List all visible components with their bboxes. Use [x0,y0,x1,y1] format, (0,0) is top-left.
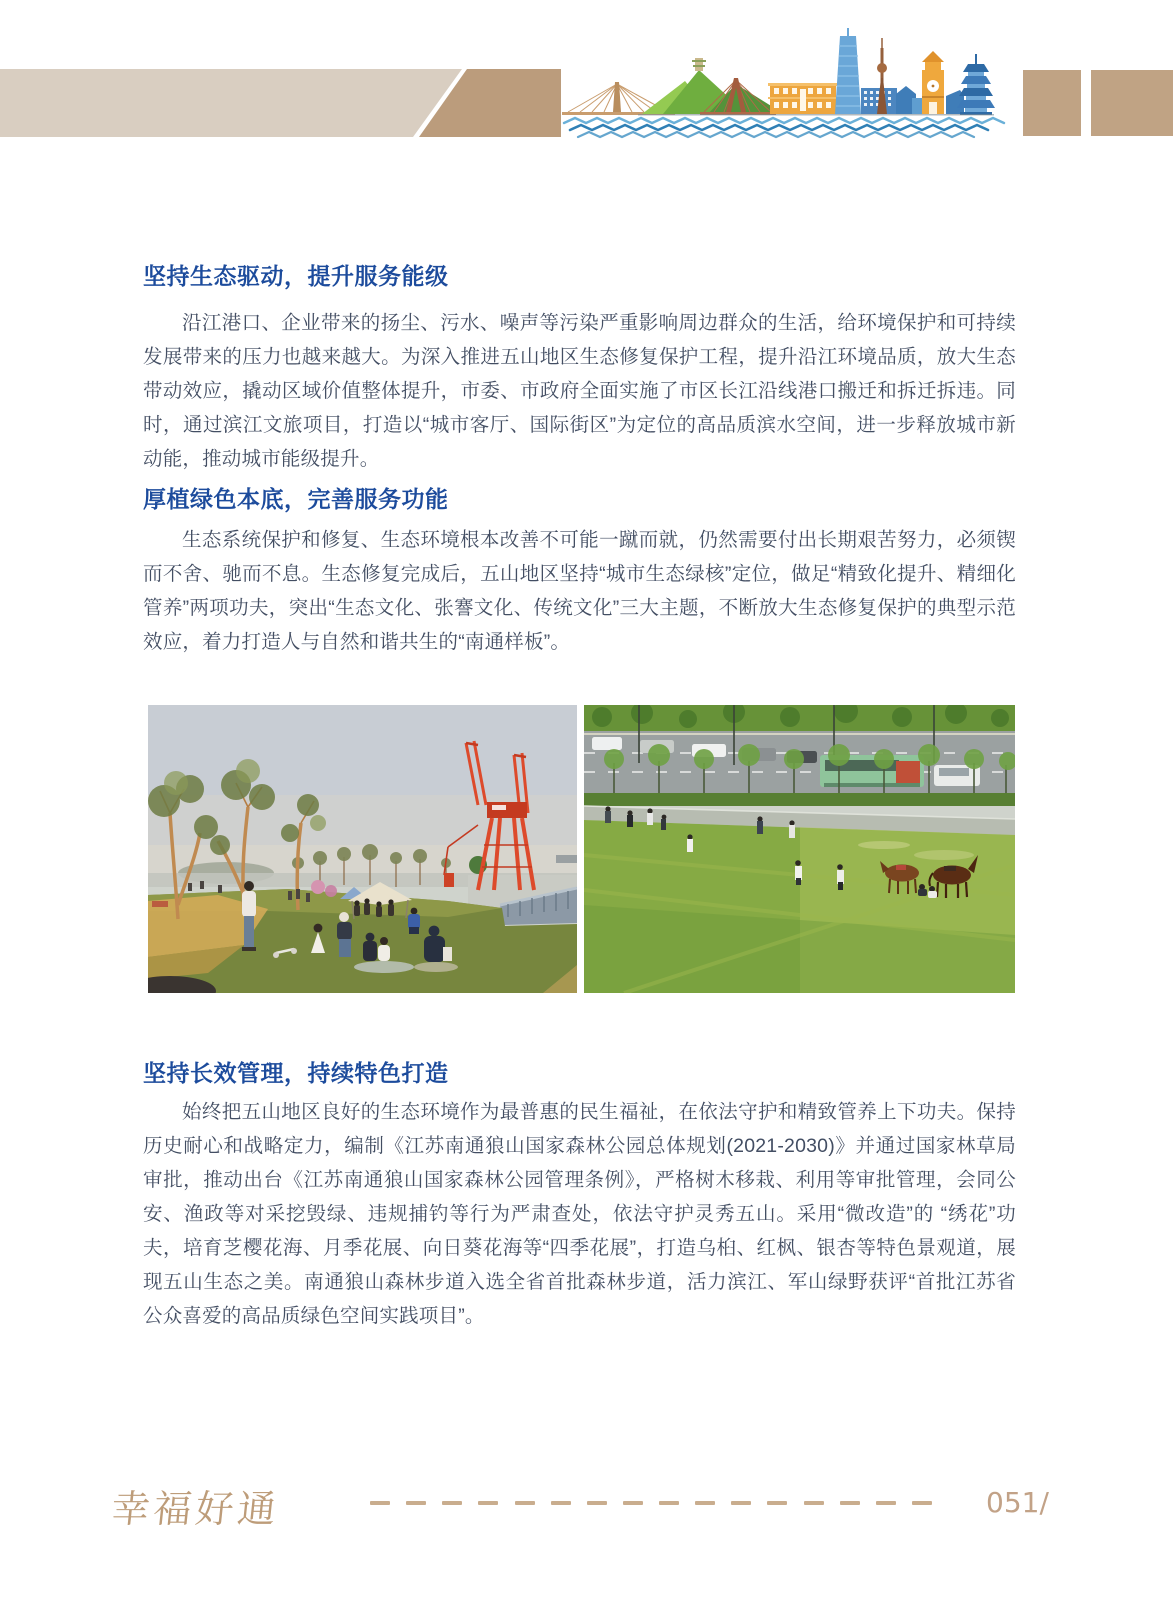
riverside-park-cranes-photo [148,705,577,993]
header-square-left [1023,70,1081,136]
header-square-right [1091,70,1173,136]
section-heading-3: 坚持长效管理，持续特色打造 [143,1060,449,1086]
lawn-horses-photo [584,705,1015,993]
header-bar-light [0,69,462,137]
section-body-1: 沿江港口、企业带来的扬尘、污水、噪声等污染严重影响周边群众的生活，给环境保护和可持续发展带来的压力也越来越大。为深入推进五山地区生态修复保护工程，提升沿江环境品质，放大生态带动效应，撬动区域价值整体提升，市委、市政府全面实施了市区长江沿线港口搬迁和拆迁拆违。同时，通过滨江文旅项目，打造以“城市客厅、国际街区”为定位的高品质滨水空间，进一步释放城市新动能，推动城市能级提升。 [143,312,1016,470]
section-heading-2: 厚植绿色本底，完善服务功能 [143,486,449,512]
section-heading-1: 坚持生态驱动，提升服务能级 [143,263,449,289]
city-skyline-icon [560,26,1012,144]
section-body-2: 生态系统保护和修复、生态环境根本改善不可能一蹴而就，仍然需要付出长期艰苦努力，必须锲而不舍、驰而不息。生态修复完成后，五山地区坚持“城市生态绿核”定位，做足“精致化提升、精细化管养”两项功夫，突出“生态文化、张謇文化、传统文化”三大主题，不断放大生态修复保护的典型示范效应，着力打造人与自然和谐共生的“南通样板”。 [143,529,1016,653]
section-body-3: 始终把五山地区良好的生态环境作为最普惠的民生福祉，在依法守护和精致管养上下功夫。保持历史耐心和战略定力，编制《江苏南通狼山国家森林公园总体规划(2021-2030)》并通过国家林草局审批，推动出台《江苏南通狼山国家森林公园管理条例》，严格树木移栽、利用等审批管理，会同公安、渔政等对采挖毁绿、违规捕钓等行为严肃查处，依法守护灵秀五山。采用“微改造”的 “绣花”功夫，培育芝樱花海、月季花展、向日葵花海等“四季花展”，打造乌桕、红枫、银杏等特色景观道，展现五山生态之美。南通狼山森林步道入选全省首批森林步道，活力滨江、军山绿野获评“首批江苏省公众喜爱的高品质绿色空间实践项目”。 [143,1101,1016,1327]
footer-brand-calligraphy: 幸福好通 [109,1487,282,1531]
page-number: 051/ [986,1486,1049,1519]
footer-dashed-rule [370,1501,932,1505]
